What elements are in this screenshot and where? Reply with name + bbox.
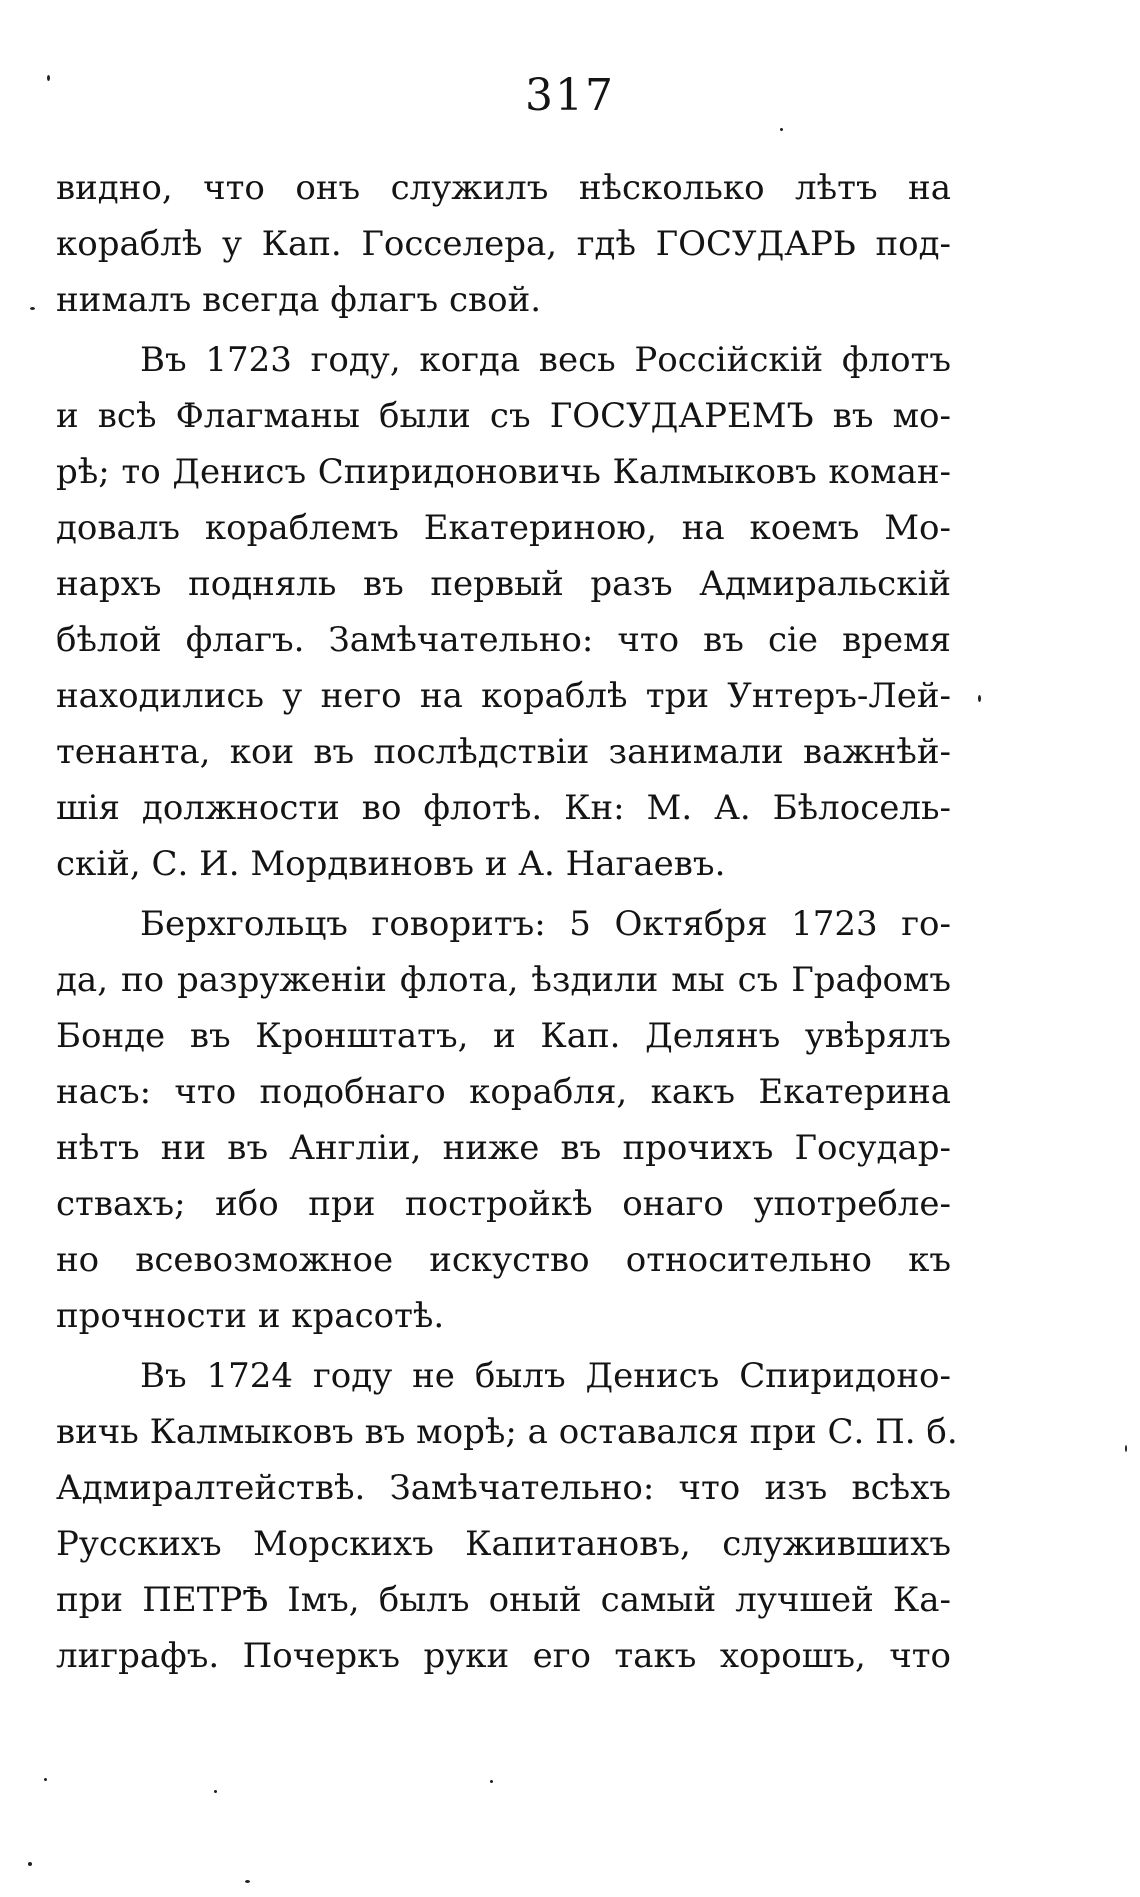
text-line: Адмиралтействѣ. Замѣчательно: что изъ всѣхъ	[56, 1468, 951, 1508]
paragraph	[56, 332, 951, 892]
scan-speck	[28, 1862, 32, 1866]
text-line: скій, С. И. Мордвиновъ и А. Нагаевъ.	[56, 844, 726, 884]
text-line: довалъ кораблемъ Екатериною, на коемъ Мо-	[56, 508, 951, 548]
text-line: прочности и красотѣ.	[56, 1296, 445, 1336]
text-line: насъ: что подобнаго корабля, какъ Екатерина	[56, 1072, 951, 1112]
scan-speck	[47, 75, 50, 81]
scan-speck	[245, 1880, 250, 1883]
scan-speck	[490, 1780, 493, 1783]
text-line: тенанта, кои въ послѣдствіи занимали важнѣй-	[56, 732, 951, 772]
scan-speck	[1125, 1445, 1127, 1452]
text-line: да, по разруженіи флота, ѣздили мы съ Графомъ	[56, 960, 951, 1000]
text-line: находились у него на кораблѣ три Унтеръ-Лей-	[56, 676, 951, 716]
text-line: вичь Калмыковъ въ морѣ; а оставался при С. П. б.	[56, 1412, 958, 1452]
text-line: нималъ всегда флагъ свой.	[56, 280, 542, 320]
paragraph	[56, 1348, 958, 1684]
scan-speck	[30, 307, 35, 310]
text-line: Бонде въ Кронштатъ, и Кап. Делянъ увѣрялъ	[56, 1016, 951, 1056]
text-line: нархъ подняль въ первый разъ Адмиральскій	[56, 564, 951, 604]
text-line: ствахъ; ибо при постройкѣ онаго употребле-	[56, 1184, 951, 1224]
text-line: лиграфъ. Почеркъ руки его такъ хорошъ, что	[56, 1636, 951, 1676]
body-text	[56, 160, 958, 1684]
text-line: Берхгольцъ говоритъ: 5 Октября 1723 го-	[140, 904, 951, 944]
paragraph	[56, 160, 951, 328]
scan-speck	[214, 1790, 217, 1793]
text-line: Русскихъ Морскихъ Капитановъ, служившихъ	[56, 1524, 951, 1564]
text-line: нѣтъ ни въ Англіи, ниже въ прочихъ Государ-	[56, 1128, 951, 1168]
text-line: видно, что онъ служилъ нѣсколько лѣтъ на	[56, 168, 951, 208]
text-line: но всевозможное искуство относительно къ	[56, 1240, 951, 1280]
text-line: при ПЕТРѢ Iмъ, былъ оный самый лучшей Ка-	[56, 1580, 951, 1620]
text-line: шія должности во флотѣ. Кн: М. А. Бѣлосель-	[56, 788, 951, 828]
text-line: Въ 1724 году не былъ Денисъ Спиридоно-	[140, 1356, 951, 1396]
paragraph	[56, 896, 951, 1344]
text-line: бѣлой флагъ. Замѣчательно: что въ сіе время	[56, 620, 951, 660]
scan-speck	[780, 128, 783, 131]
text-line: и всѣ Флагманы были съ ГОСУДАРЕМЪ въ мо-	[56, 396, 951, 436]
page-number: 317	[525, 70, 615, 121]
text-line: кораблѣ у Кап. Госселера, гдѣ ГОСУДАРЬ под-	[56, 224, 951, 264]
text-line: Въ 1723 году, когда весь Россійскій флотъ	[140, 340, 951, 380]
scan-speck	[44, 1778, 47, 1781]
text-line: рѣ; то Денисъ Спиридоновичь Калмыковъ коман-	[56, 452, 951, 492]
scan-speck	[978, 695, 981, 702]
